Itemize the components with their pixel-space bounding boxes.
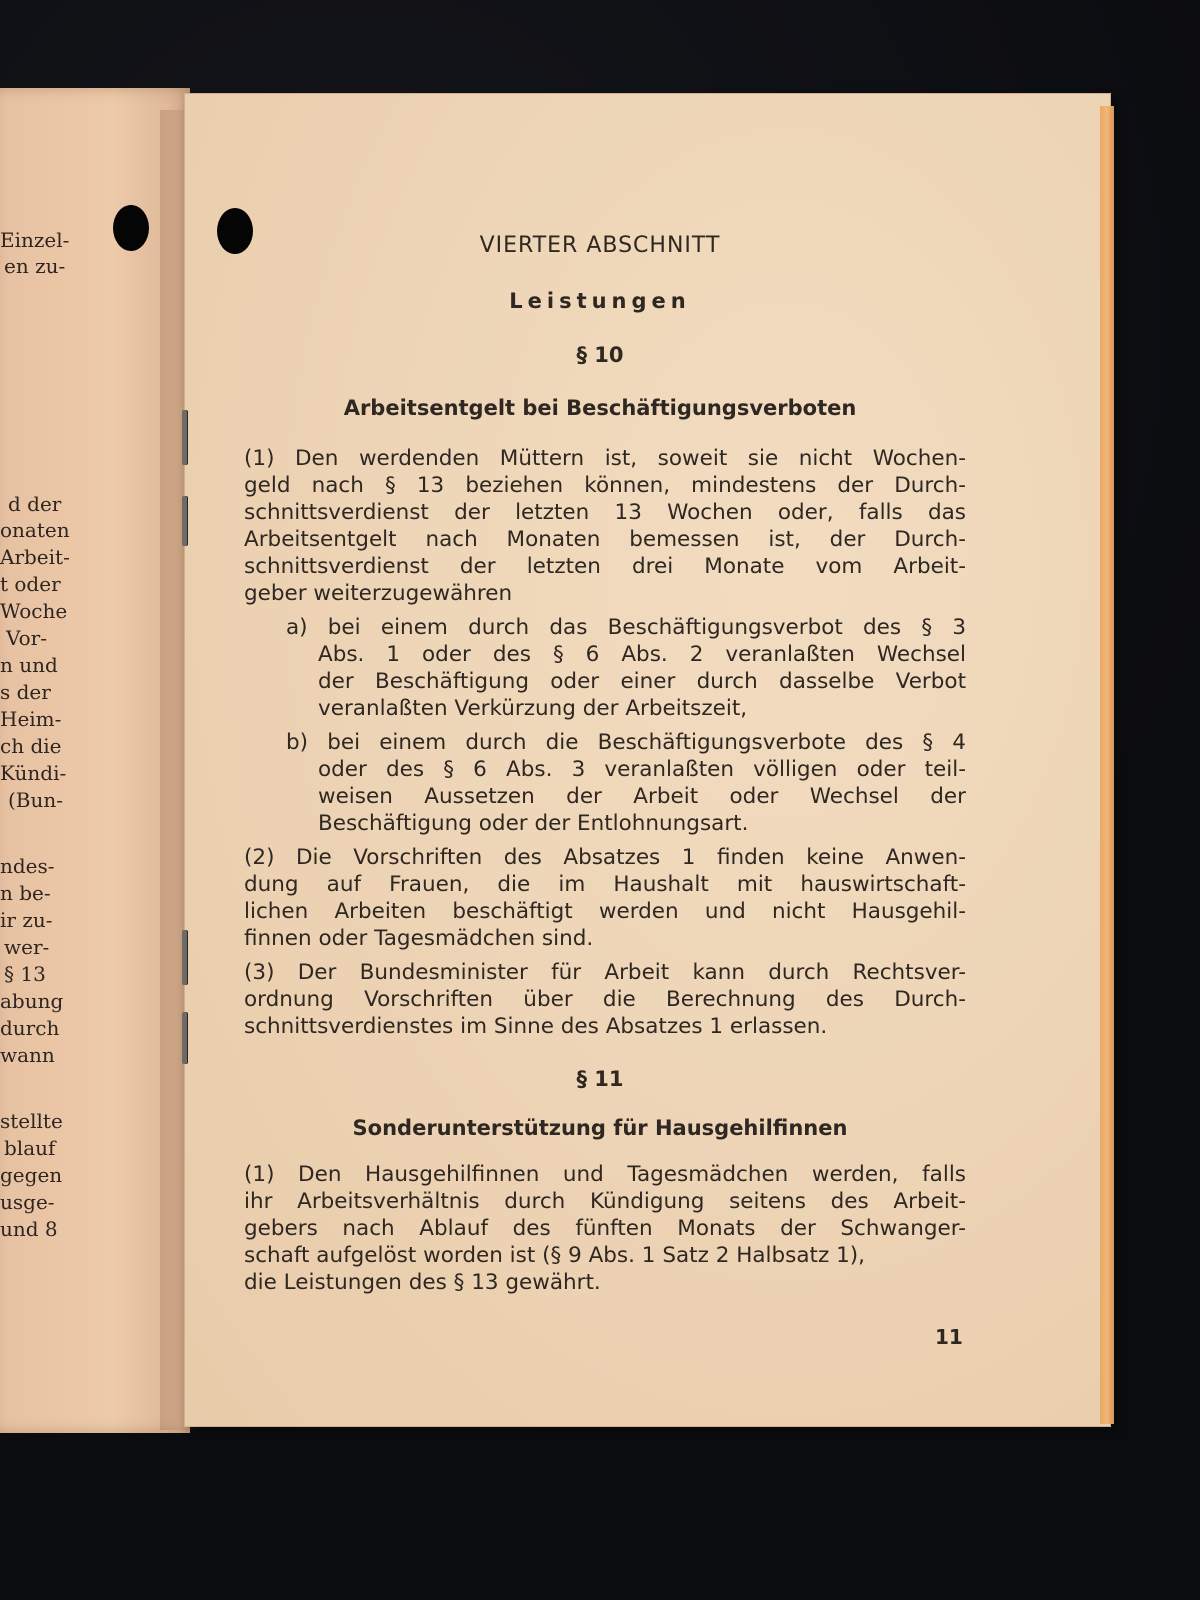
body-line: ihr Arbeitsverhältnis durch Kündigung seitens des Arbeit- — [244, 1189, 966, 1214]
body-line: ordnung Vorschriften über die Berechnung des Durch- — [244, 987, 966, 1012]
left-fragment: ch die — [0, 734, 62, 758]
left-fragment: n und — [0, 653, 58, 677]
body-line: Abs. 1 oder des § 6 Abs. 2 veranlaßten Wechsel — [318, 642, 966, 667]
page-edge — [1100, 106, 1114, 1424]
body-line: schnittsverdienstes im Sinne des Absatzes 1 erlassen. — [244, 1014, 828, 1039]
left-fragment: (Bun- — [8, 788, 64, 812]
left-fragment: wer- — [4, 935, 50, 959]
body-line: geber weiterzugewähren — [244, 581, 513, 606]
left-fragment: § 13 — [4, 962, 46, 986]
body-line: Arbeitsentgelt nach Monaten bemessen ist, der Durch- — [244, 527, 966, 552]
body-line: oder des § 6 Abs. 3 veranlaßten völligen oder teil- — [318, 757, 966, 782]
left-fragment: t oder — [0, 572, 61, 596]
left-fragment: ndes- — [0, 854, 55, 878]
left-fragment: wann — [0, 1043, 55, 1067]
body-line: lichen Arbeiten beschäftigt werden und nicht Hausgehil- — [244, 899, 966, 924]
left-fragment: Vor- — [6, 626, 47, 650]
body-line: die Leistungen des § 13 gewährt. — [244, 1270, 601, 1295]
left-fragment: onaten — [0, 518, 70, 542]
left-fragment: Kündi- — [0, 761, 67, 785]
body-line: schnittsverdienst der letzten drei Monate vom Arbeit- — [244, 554, 966, 579]
body-line: der Beschäftigung oder einer durch dasselbe Verbot — [318, 669, 966, 694]
page-number: 11 — [935, 1325, 963, 1349]
paragraph-number: § 10 — [576, 343, 624, 367]
staple — [182, 410, 187, 465]
left-fragment: Einzel- — [0, 228, 70, 252]
body-line: b) bei einem durch die Beschäftigungsverbote des § 4 — [286, 730, 966, 755]
punch-hole — [113, 205, 149, 251]
left-fragment: und 8 — [0, 1217, 58, 1241]
left-fragment: gegen — [0, 1163, 63, 1187]
left-fragment: blauf — [4, 1136, 56, 1160]
body-line: schnittsverdienst der letzten 13 Wochen oder, falls das — [244, 500, 966, 525]
body-line: finnen oder Tagesmädchen sind. — [244, 926, 594, 951]
section-heading: VIERTER ABSCHNITT — [479, 233, 721, 258]
body-line: veranlaßten Verkürzung der Arbeitszeit, — [318, 696, 748, 721]
body-line: (1) Den Hausgehilfinnen und Tagesmädchen werden, falls — [244, 1162, 966, 1187]
body-line: (3) Der Bundesminister für Arbeit kann durch Rechtsver- — [244, 960, 966, 985]
left-fragment: abung — [0, 989, 64, 1013]
body-line: dung auf Frauen, die im Haushalt mit hauswirtschaft- — [244, 872, 966, 897]
body-line: a) bei einem durch das Beschäftigungsverbot des § 3 — [286, 615, 966, 640]
paragraph-title: Sonderunterstützung für Hausgehilfinnen — [352, 1116, 848, 1140]
staple — [182, 1012, 187, 1064]
body-line: (2) Die Vorschriften des Absatzes 1 finden keine Anwen- — [244, 845, 966, 870]
left-fragment: ir zu- — [0, 908, 53, 932]
paragraph-title: Arbeitsentgelt bei Beschäftigungsverboten — [343, 396, 857, 420]
left-fragment: usge- — [0, 1190, 55, 1214]
left-fragment: Woche — [0, 599, 68, 623]
left-fragment: durch — [0, 1016, 60, 1040]
section-subtitle: Leistungen — [509, 289, 691, 313]
body-line: weisen Aussetzen der Arbeit oder Wechsel der — [318, 784, 966, 809]
staple — [182, 496, 187, 546]
body-line: gebers nach Ablauf des fünften Monats der Schwanger- — [244, 1216, 966, 1241]
staple — [182, 930, 187, 985]
body-line: Beschäftigung oder der Entlohnungsart. — [318, 811, 749, 836]
left-fragment: s der — [0, 680, 51, 704]
left-fragment: Heim- — [0, 707, 62, 731]
body-line: (1) Den werdenden Müttern ist, soweit sie nicht Wochen- — [244, 446, 966, 471]
body-line: geld nach § 13 beziehen können, mindestens der Durch- — [244, 473, 966, 498]
punch-hole — [217, 208, 253, 254]
left-fragment: en zu- — [4, 254, 66, 278]
left-fragment: d der — [8, 492, 62, 516]
left-fragment: Arbeit- — [0, 545, 70, 569]
left-fragment: stellte — [0, 1109, 63, 1133]
left-fragment: n be- — [0, 881, 51, 905]
body-line: schaft aufgelöst worden ist (§ 9 Abs. 1 Satz 2 Halbsatz 1), — [244, 1243, 865, 1268]
paragraph-number: § 11 — [576, 1067, 624, 1091]
